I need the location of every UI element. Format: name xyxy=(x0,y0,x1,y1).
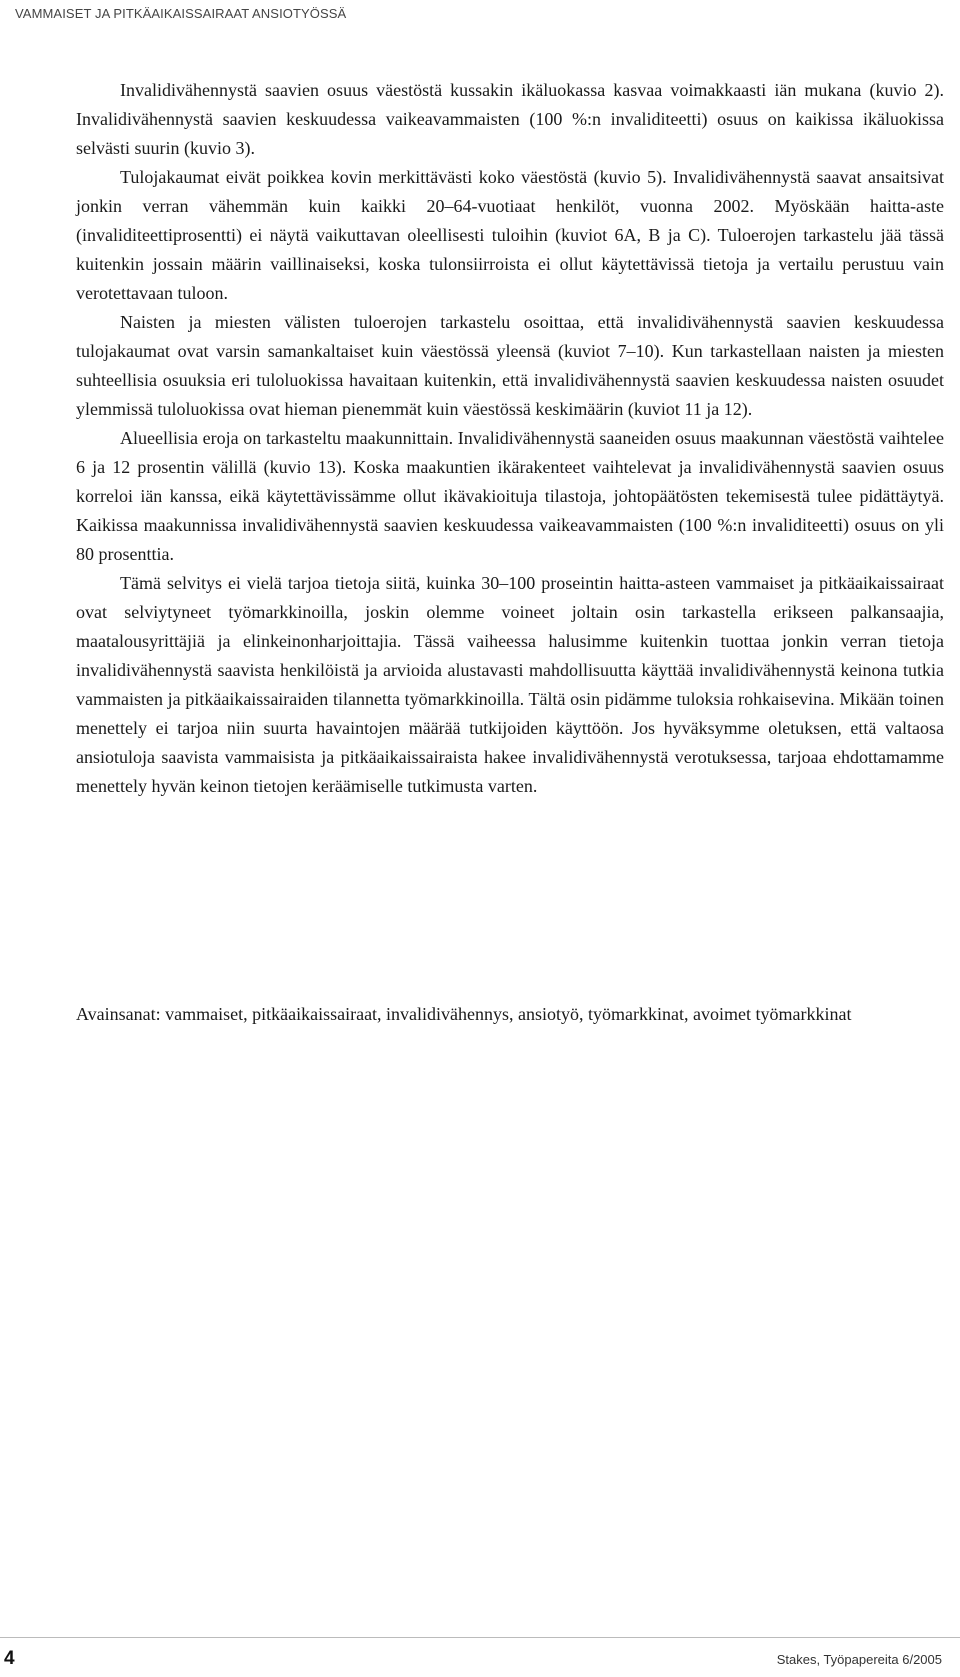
paragraph: Tulojakaumat eivät poikkea kovin merkittävästi koko väestöstä (kuvio 5). Invalidivähennystä saavat ansaitsivat jonkin verran vähemmän kuin kaikki 20–64-vuotiaat henkilöt, vuonna 2002. Myöskään haitta-aste (invaliditeettiprosentti) ei näytä vaikuttavan oleellisesti tuloihin (kuviot 6A, B ja C). Tuloerojen tarkastelu jää tässä kuitenkin jossain määrin vaillinaiseksi, koska tulonsiirroista ei ollut käytettävissä tietoja ja vertailu perustuu vain verotettavaan tuloon. xyxy=(76,167,944,303)
running-header: VAMMAISET JA PITKÄAIKAISSAIRAAT ANSIOTYÖSSÄ xyxy=(15,6,347,21)
paragraph: Invalidivähennystä saavien osuus väestöstä kussakin ikäluokassa kasvaa voimakkaasti iän mukana (kuvio 2). Invalidivähennystä saavien keskuudessa vaikeavammaisten (100 %:n invaliditeetti) osuus on kaikissa ikäluokissa selvästi suurin (kuvio 3). xyxy=(76,80,944,158)
paragraph: Naisten ja miesten välisten tuloerojen tarkastelu osoittaa, että invalidivähennystä saavien keskuudessa tulojakaumat ovat varsin samankaltaiset kuin väestössä yleensä (kuviot 7–10). Kun tarkastellaan naisten ja miesten suhteellisia osuuksia eri tuloluokissa havaitaan kuitenkin, että invalidivähennystä saavien keskuudessa naisten osuudet ylemmissä tuloluokissa ovat hieman pienemmät kuin väestössä keskimäärin (kuviot 11 ja 12). xyxy=(76,312,944,419)
footer-divider xyxy=(0,1637,960,1638)
keywords: Avainsanat: vammaiset, pitkäaikaissairaat, invalidivähennys, ansiotyö, työmarkkinat, avoimet työmarkkinat xyxy=(76,1004,852,1024)
footer-source: Stakes, Työpapereita 6/2005 xyxy=(776,1652,942,1667)
paragraph: Alueellisia eroja on tarkasteltu maakunnittain. Invalidivähennystä saaneiden osuus maakunnan väestöstä vaihtelee 6 ja 12 prosentin välillä (kuvio 13). Koska maakuntien ikärakenteet vaihtelevat ja invalidivähennystä saavien osuus korreloi iän kanssa, eikä käytettävissämme ollut ikävakioituja tilastoja, johtopäätösten tekemisestä tulee pidättäytyä. Kaikissa maakunnissa invalidivähennystä saavien keskuudessa vaikeavammaisten (100 %:n invaliditeetti) osuus on yli 80 prosenttia. xyxy=(76,428,944,564)
body-text xyxy=(76,76,944,801)
page-number: 4 xyxy=(4,1648,15,1669)
paragraph: Tämä selvitys ei vielä tarjoa tietoja siitä, kuinka 30–100 proseintin haitta-asteen vammaiset ja pitkäaikaissairaat ovat selviytyneet työmarkkinoilla, joskin olemme voineet joltain osin tarkastella erikseen palkansaajia, maatalousyrittäjiä ja elinkeinonharjoittajia. Tässä vaiheessa halusimme kuitenkin tuottaa jonkin verran tietoja invalidivähennystä saavista henkilöistä ja arvioida alustavasti mahdollisuutta käyttää invalidivähennystä keinona tutkia vammaisten ja pitkäaikaissairaiden tilannetta työmarkkinoilla. Tältä osin pidämme tuloksia rohkaisevina. Mikään toinen menettely ei tarjoa niin suurta havaintojen määrää tutkijoiden käyttöön. Jos hyväksymme oletuksen, että valtaosa ansiotuloja saavista vammaisista ja pitkäaikaissairaista hakee invalidivähennystä verotuksessa, tarjoaa ehdottamamme menettely hyvän keinon tietojen keräämiselle tutkimusta varten. xyxy=(76,573,944,796)
